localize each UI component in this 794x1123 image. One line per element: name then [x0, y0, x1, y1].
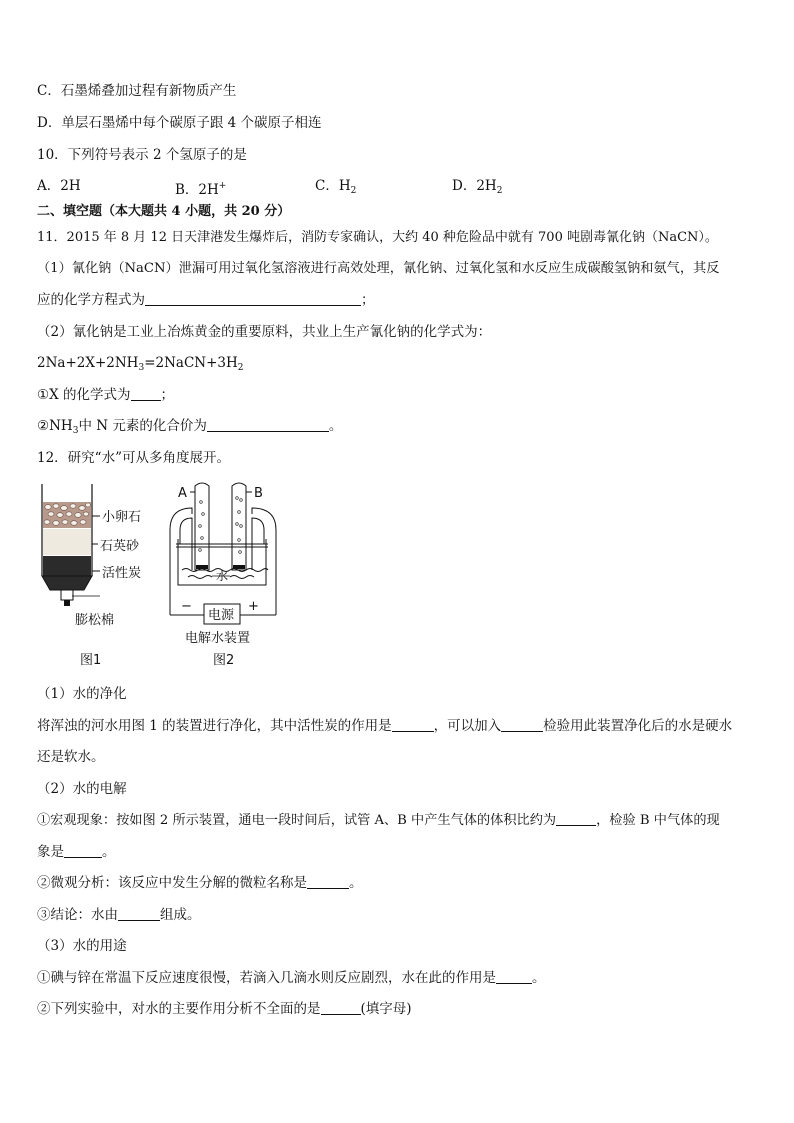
part-2-macro-cont: 象是 。 [37, 844, 116, 860]
q11-part2: （2）氰化钠是工业上冶炼黄金的重要原料，共业上生产氰化钠的化学式为： [37, 324, 492, 340]
section-2-heading: 二、填空题（本大题共 4 小题，共 20 分） [37, 204, 291, 219]
electrode-left [196, 565, 208, 569]
answer-blank[interactable] [496, 969, 532, 984]
option-d: D．单层石墨烯中每个碳原子跟 4 个碳原子相连 [37, 115, 322, 131]
option-c: C．石墨烯叠加过程有新物质产生 [37, 83, 237, 99]
label-positive: + [248, 599, 259, 614]
answer-blank[interactable] [131, 386, 161, 401]
gas-bubbles [199, 497, 243, 554]
part-2-micro: ②微观分析：该反应中发生分解的微粒名称是 。 [37, 875, 363, 891]
question-12: 12．研究“水”可从多角度展开。 [37, 450, 230, 466]
part-1-text-cont: 还是软水。 [37, 749, 105, 765]
question-10-options [37, 177, 757, 197]
part-2-conclusion: ③结论：水由 组成。 [37, 907, 201, 923]
part-1-heading: （1）水的净化 [37, 686, 127, 702]
label-tube-a: A [178, 486, 187, 501]
q11-x-formula: ①X 的化学式为 ； [37, 387, 175, 403]
answer-blank[interactable] [321, 1000, 361, 1015]
q10-option-b: B．2H+ [175, 181, 227, 198]
filter-apparatus [42, 484, 100, 606]
answer-blank[interactable] [501, 717, 543, 732]
label-activated-carbon: 活性炭 [102, 566, 142, 581]
q10-option-c: C．$H_2$ [315, 178, 357, 196]
part-1-text: 将浑浊的河水用图 1 的装置进行净化，其中活性炭的作用是 ，可以加入 检验用此装置净化后的水是硬水 [37, 718, 733, 734]
part-3-item-1: ①碘与锌在常温下反应速度很慢，若滴入几滴水则反应剧烈，水在此的作用是 。 [37, 970, 546, 986]
answer-blank[interactable] [118, 906, 160, 921]
q11-part1-line2: 应的化学方程式为 ； [37, 292, 375, 308]
q11-part1-line1: （1）氰化钠（NaCN）泄漏可用过氧化氢溶液进行高效处理，氰化钠、过氧化氢和水反应生成碳酸氢钠和氨气，其反 [37, 261, 720, 276]
part-2-heading: （2）水的电解 [37, 781, 127, 797]
part-3-item-2: ②下列实验中，对水的主要作用分析不全面的是 (填字母) [37, 1001, 412, 1017]
answer-blank[interactable] [556, 811, 596, 826]
equation: $2Na+2X+2NH_3=2NaCN+3H_2$ [37, 355, 244, 373]
part-3-heading: （3）水的用途 [37, 938, 127, 954]
label-electrolysis-device: 电解水装置 [185, 631, 251, 646]
electrode-right [233, 565, 245, 569]
label-tube-b: B [254, 486, 263, 501]
label-negative: − [181, 599, 192, 614]
answer-blank[interactable] [392, 717, 434, 732]
answer-blank[interactable] [145, 291, 361, 306]
part-2-macro: ①宏观现象：按如图 2 所示装置，通电一段时间后，试管 A、B 中产生气体的体积比约为 ，检验 B 中气体的现 [37, 813, 720, 828]
label-pebbles: 小卵石 [102, 510, 142, 525]
question-11: 11．2015 年 8 月 12 日天津港发生爆炸后，消防专家确认，大约 40 种危险品中就有 700 吨剧毒氰化钠（NaCN）。 [37, 230, 718, 245]
question-10: 10．下列符号表示 2 个氢原子的是 [37, 147, 247, 163]
figure-1-caption: 图1 [80, 653, 102, 668]
answer-blank[interactable] [307, 874, 349, 889]
label-power-supply: 电源 [208, 608, 235, 623]
answer-blank[interactable] [207, 417, 329, 432]
q10-option-a: A．2H [37, 178, 81, 194]
figure-2-caption: 图2 [213, 653, 235, 668]
q10-option-d: D．$2H_2$ [452, 178, 503, 196]
answer-blank[interactable] [64, 843, 102, 858]
q11-n-valence: $②NH_3$中 N 元素的化合价为 。 [37, 418, 343, 436]
figure-water-experiments [30, 478, 300, 673]
label-cotton: 膨松棉 [75, 613, 115, 628]
label-water: 水 [216, 569, 229, 583]
label-quartz-sand: 石英砂 [100, 539, 140, 554]
